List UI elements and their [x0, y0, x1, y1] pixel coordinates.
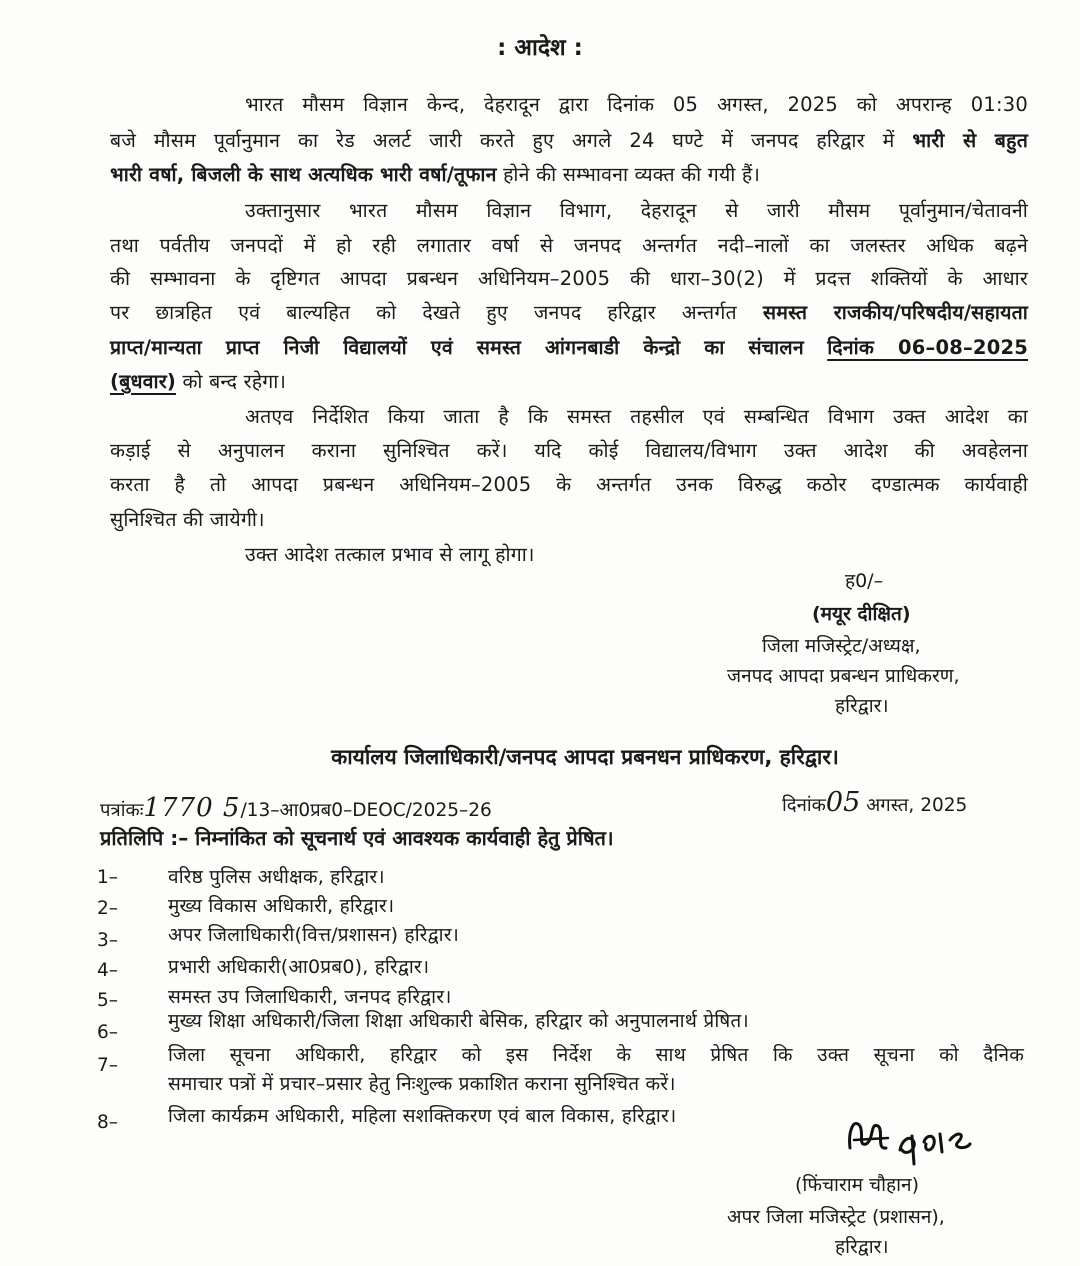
order-title: : आदेश :	[497, 35, 583, 61]
para2-line4-text: पर छात्रहित एवं बाल्यहित को देखते हुए जनपद हरिद्वार अन्तर्गत	[110, 301, 737, 324]
recipient-number: 2–	[97, 898, 119, 919]
para2-line1: उक्तानुसार भारत मौसम विज्ञान विभाग, देहरादून से जारी मौसम पूर्वानुमान/चेतावनी	[245, 199, 1028, 222]
recipient-number: 4–	[97, 960, 119, 981]
recipient-number: 5–	[97, 990, 119, 1011]
signatory2-name: (फिंचाराम चौहान)	[795, 1174, 920, 1196]
closure-day: (बुधवार)	[110, 370, 177, 393]
para1-line2-text: बजे मौसम पूर्वानुमान का रेड अलर्ट जारी करते हुए अगले 24 घण्टे में जनपद हरिद्वार में	[110, 129, 895, 152]
letter-date-handwritten: 05	[825, 787, 861, 818]
copy-heading: प्रतिलिपि :– निम्नांकित को सूचनार्थ एवं आवश्यक कार्यवाही हेतु प्रेषित।	[100, 826, 614, 850]
letter-number	[100, 793, 492, 823]
recipient-number: 3–	[97, 930, 119, 951]
para1-line3	[110, 160, 760, 187]
letter-date-label: दिनांक	[782, 795, 826, 816]
para1-line2	[110, 126, 1028, 153]
para4: उक्त आदेश तत्काल प्रभाव से लागू होगा।	[245, 543, 535, 566]
para1-line3-bold: भारी वर्षा, बिजली के साथ अत्यधिक भारी वर्षा/तूफान	[110, 163, 497, 186]
signatory2-designation: अपर जिला मजिस्ट्रेट (प्रशासन),	[727, 1206, 945, 1228]
recipient-number: 8–	[97, 1112, 119, 1133]
para1-line2-bold: भारी से बहुत	[912, 129, 1029, 152]
signatory1-name: (मयूर दीक्षित)	[812, 603, 911, 625]
recipient-text: समस्त उप जिलाधिकारी, जनपद हरिद्वार।	[168, 986, 452, 1008]
para2-line5-bold: प्राप्त/मान्यता प्राप्त निजी विद्यालयों एवं समस्त आंगनबाडी केन्द्रो का संचालन	[110, 336, 804, 359]
para1-line1: भारत मौसम विज्ञान केन्द, देहरादून द्वारा दिनांक 05 अगस्त, 2025 को अपरान्ह 01:30	[245, 93, 1028, 116]
letter-date	[782, 787, 967, 818]
para2-line2: तथा पर्वतीय जनपदों में हो रही लगातार वर्षा से जनपद अन्तर्गत नदी–नालों का जलस्तर अधिक बढ़ने	[110, 234, 1028, 257]
closure-date: दिनांक 06–08–2025	[827, 336, 1028, 359]
recipient-text-line: मुख्य शिक्षा अधिकारी/जिला शिक्षा अधिकारी बेसिक, हरिद्वार को अनुपालनार्थ प्रेषित।	[168, 1010, 749, 1032]
para2-line5	[110, 333, 1028, 360]
letter-number-label: पत्रांकः	[100, 800, 144, 821]
signed-mark: ह0/–	[845, 570, 884, 592]
recipient-text-continued: समाचार पत्रों में प्रचार–प्रसार हेतु निःशुल्क प्रकाशित कराना सुनिश्चित करें।	[168, 1073, 676, 1095]
recipient-text: मुख्य विकास अधिकारी, हरिद्वार।	[168, 895, 395, 917]
para3-line2: कड़ाई से अनुपालन कराना सुनिश्चित करें। यदि कोई विद्यालय/विभाग उक्त आदेश की अवहेलना	[110, 439, 1028, 462]
recipient-number: 1–	[97, 867, 119, 888]
letter-number-rest: /13–आ0प्रब0–DEOC/2025–26	[240, 800, 492, 821]
signatory2-place: हरिद्वार।	[835, 1236, 889, 1258]
para3-line3: करता है तो आपदा प्रबन्धन अधिनियम–2005 के अन्तर्गत उनक विरुद्ध कठोर दण्डात्मक कार्यवाही	[110, 473, 1028, 496]
office-heading: कार्यालय जिलाधिकारी/जनपद आपदा प्रबनधन प्राधिकरण, हरिद्वार।	[331, 745, 839, 769]
recipient-number: 7–	[97, 1055, 119, 1076]
recipient-text: वरिष्ठ पुलिस अधीक्षक, हरिद्वार।	[168, 866, 385, 888]
letter-number-handwritten: 1770 5	[143, 793, 241, 823]
para3-line4: सुनिश्चित की जायेगी।	[110, 508, 265, 531]
letter-date-rest: अगस्त, 2025	[866, 795, 968, 816]
para2-line4	[110, 298, 1028, 325]
recipient-text: अपर जिलाधिकारी(वित्त/प्रशासन) हरिद्वार।	[168, 924, 460, 946]
para3-line1: अतएव निर्देशित किया जाता है कि समस्त तहसील एवं सम्बन्धित विभाग उक्त आदेश का	[245, 405, 1028, 428]
para1-line3-text: होने की सम्भावना व्यक्त की गयी हैं।	[503, 163, 761, 186]
recipient-number: 6–	[97, 1022, 119, 1043]
recipient-text: जिला सूचना अधिकारी, हरिद्वार को इस निर्देश के साथ प्रेषित कि उक्त सूचना को दैनिक	[168, 1044, 1024, 1066]
signatory1-designation1: जिला मजिस्ट्रेट/अध्यक्ष,	[762, 635, 921, 657]
signatory1-place: हरिद्वार।	[835, 695, 889, 717]
para2-line3: की सम्भावना के दृष्टिगत आपदा प्रबन्धन अधिनियम–2005 की धारा–30(2) में प्रदत्त शक्तियों के आधार	[110, 267, 1028, 290]
para2-line6	[110, 367, 286, 394]
para2-line6-text: को बन्द रहेगा।	[182, 370, 287, 393]
handwritten-signature	[840, 1100, 980, 1180]
recipient-text: जिला कार्यक्रम अधिकारी, महिला सशक्तिकरण एवं बाल विकास, हरिद्वार।	[168, 1105, 677, 1127]
recipient-text: प्रभारी अधिकारी(आ0प्रब0), हरिद्वार।	[168, 956, 430, 978]
para2-line4-bold: समस्त राजकीय/परिषदीय/सहायता	[762, 301, 1028, 324]
signatory1-designation2: जनपद आपदा प्रबन्धन प्राधिकरण,	[727, 665, 960, 687]
